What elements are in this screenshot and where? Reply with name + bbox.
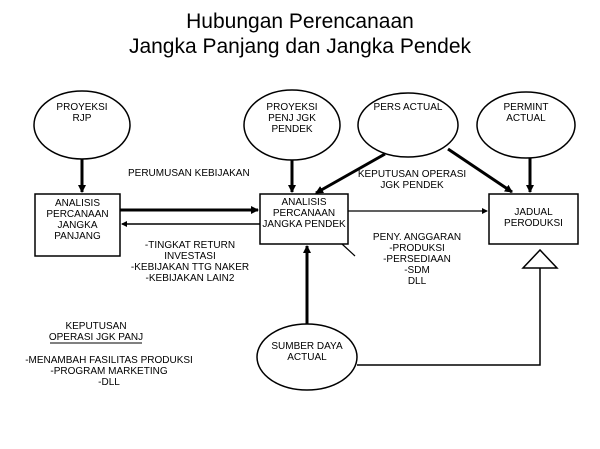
peny-item: -PRODUKSI bbox=[389, 243, 445, 254]
node-proyeksi-penj-line2: PENJ JGK bbox=[268, 113, 316, 124]
peny-item: -SDM bbox=[404, 265, 430, 276]
feedback-item: -KEBIJAKAN TTG NAKER bbox=[130, 262, 250, 273]
label-keputusan-operasi-line1: KEPUTUSAN OPERASI bbox=[357, 169, 467, 180]
node-sumber-daya-line1: SUMBER DAYA bbox=[271, 341, 343, 352]
node-proyeksi-penj-line1: PROYEKSI bbox=[266, 102, 318, 113]
node-jadual-line2: PERODUKSI bbox=[504, 218, 563, 229]
feedback-item: -KEBIJAKAN LAIN2 bbox=[145, 273, 235, 284]
node-analisis-panjang-line1: ANALISIS bbox=[54, 198, 101, 209]
node-analisis-panjang-line4: PANJANG bbox=[54, 231, 101, 242]
label-keputusan-panj bbox=[40, 321, 152, 343]
node-analisis-pendek-line3: JANGKA PENDEK bbox=[262, 219, 346, 230]
label-keputusan-operasi-line2: JGK PENDEK bbox=[380, 180, 444, 191]
node-permint-actual bbox=[491, 102, 561, 124]
node-pers-actual bbox=[368, 102, 448, 113]
node-analisis-panjang-line3: JANGKA bbox=[57, 220, 98, 231]
peny-item: DLL bbox=[407, 276, 427, 287]
node-proyeksi-rjp-line2: RJP bbox=[72, 113, 92, 124]
label-feedback-list bbox=[128, 240, 252, 284]
label-perumusan: PERUMUSAN KEBIJAKAN bbox=[128, 168, 250, 179]
peny-item: -PERSEDIAAN bbox=[383, 254, 451, 265]
triangle-jadual-input bbox=[523, 250, 557, 268]
node-permint-actual-line2: ACTUAL bbox=[506, 113, 546, 124]
diagram-title-line2: Jangka Panjang dan Jangka Pendek bbox=[128, 35, 472, 58]
label-peny-list bbox=[365, 232, 469, 287]
feedback-item: -TINGKAT RETURN bbox=[144, 240, 236, 251]
node-proyeksi-penj-line3: PENDEK bbox=[271, 124, 313, 135]
node-proyeksi-rjp bbox=[52, 102, 112, 124]
label-panj-list bbox=[24, 355, 194, 388]
node-analisis-pendek-line2: PERCANAAN bbox=[272, 208, 336, 219]
node-jadual-line1: JADUAL bbox=[514, 207, 553, 218]
node-proyeksi-rjp-line1: PROYEKSI bbox=[56, 102, 108, 113]
node-analisis-pendek bbox=[261, 197, 347, 230]
panj-item: -PROGRAM MARKETING bbox=[50, 366, 168, 377]
node-sumber-daya bbox=[267, 341, 347, 363]
node-proyeksi-penj bbox=[257, 102, 327, 135]
diagram-title-line1: Hubungan Perencanaan bbox=[186, 10, 414, 33]
node-analisis-panjang-line2: PERCANAAN bbox=[46, 209, 109, 220]
node-pers-actual-line1: PERS ACTUAL bbox=[373, 102, 443, 113]
panj-item: -MENAMBAH FASILITAS PRODUKSI bbox=[25, 355, 193, 366]
feedback-item: INVESTASI bbox=[164, 251, 216, 262]
label-keputusan-operasi bbox=[354, 169, 470, 191]
arrow-pendek-to-peny bbox=[342, 244, 355, 256]
node-analisis-panjang bbox=[37, 198, 118, 242]
node-permint-actual-line1: PERMINT bbox=[503, 102, 549, 113]
label-keputusan-panj-line2: OPERASI JGK PANJ bbox=[48, 332, 144, 343]
node-sumber-daya-line2: ACTUAL bbox=[287, 352, 327, 363]
node-jadual bbox=[491, 207, 576, 229]
node-analisis-pendek-line1: ANALISIS bbox=[281, 197, 327, 208]
label-keputusan-panj-line1: KEPUTUSAN bbox=[65, 321, 127, 332]
peny-item: PENY. ANGGARAN bbox=[372, 232, 462, 243]
panj-item: -DLL bbox=[98, 377, 120, 388]
